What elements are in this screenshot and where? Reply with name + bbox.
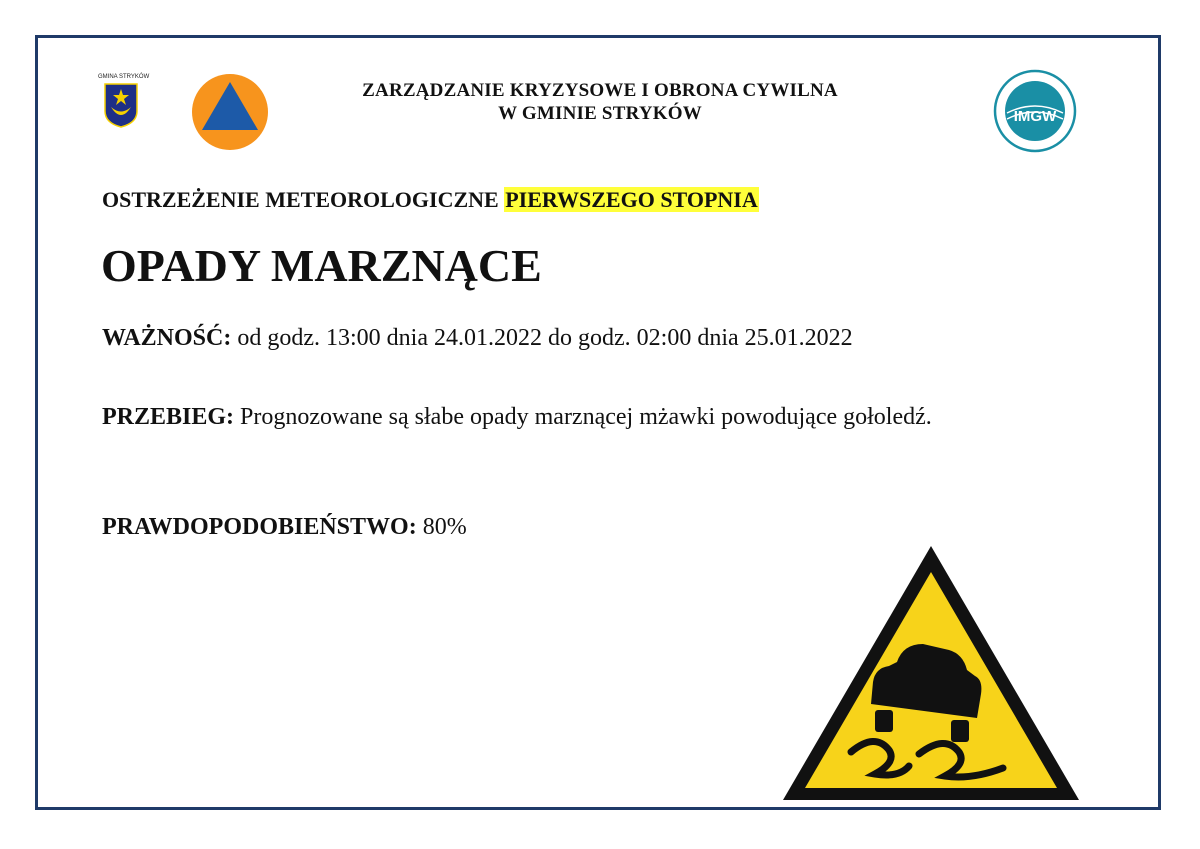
imgw-logo-icon (993, 69, 1077, 153)
course-label: PRZEBIEG: (102, 404, 235, 430)
hazard-title: OPADY MARZNĄCE (101, 240, 542, 291)
imgw-logo-text: IMGW (1013, 108, 1057, 125)
validity-label: WAŻNOŚĆ: (102, 325, 232, 351)
warning-level-highlight: PIERWSZEGO STOPNIA (505, 187, 758, 212)
stryko-coat-of-arms-icon (104, 83, 138, 128)
probability-row (102, 511, 467, 543)
probability-label: PRAWDOPODOBIEŃSTWO: (102, 514, 417, 540)
probability-value: 80% (422, 514, 467, 540)
header-title (300, 79, 900, 125)
course-row (102, 390, 1098, 444)
header-line-1: ZARZĄDZANIE KRYZYSOWE I OBRONA CYWILNA (362, 80, 838, 101)
validity-value: od godz. 13:00 dnia 24.01.2022 do godz. 02:00 dnia 25.01.2022 (237, 325, 853, 351)
warning-prefix: OSTRZEŻENIE METEOROLOGICZNE (102, 187, 499, 212)
civil-defence-icon (191, 73, 269, 151)
course-value: Prognozowane są słabe opady marznącej mżawki powodujące gołoledź. (240, 404, 932, 430)
slippery-road-sign-icon (779, 542, 1083, 804)
validity-row (102, 322, 853, 354)
warning-heading (102, 186, 759, 214)
header-line-2: W GMINIE STRYKÓW (498, 103, 702, 124)
gmina-logo-label: GMINA STRYKÓW (98, 74, 150, 80)
gmina-logo (98, 74, 150, 128)
